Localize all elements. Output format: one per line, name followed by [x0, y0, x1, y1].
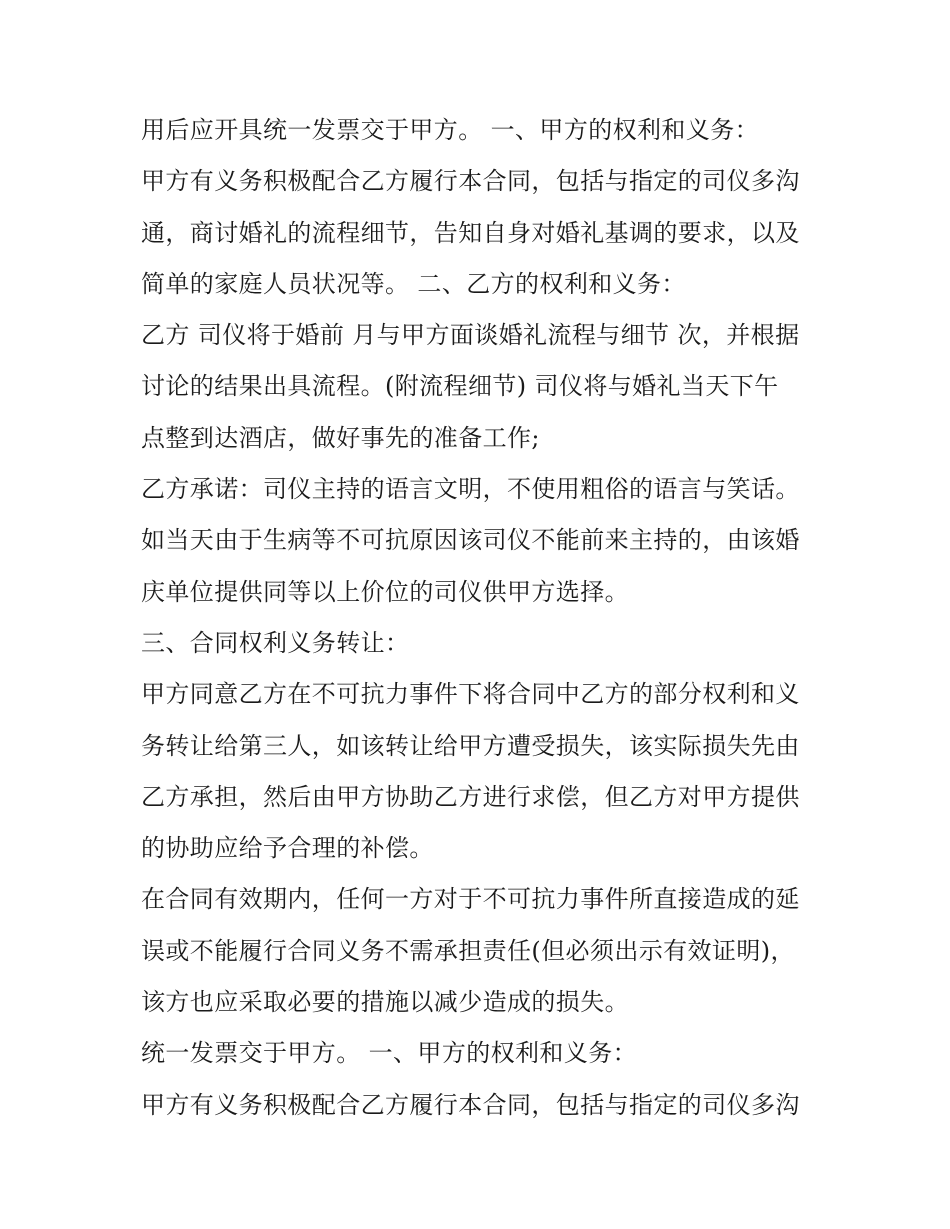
- contract-text: [141, 108, 831, 1134]
- text-line: 甲方有义务积极配合乙方履行本合同，包括与指定的司仪多沟: [141, 1090, 800, 1119]
- text-line: 乙方承担，然后由甲方协助乙方进行求偿，但乙方对甲方提供: [141, 782, 800, 811]
- text-line: 简单的家庭人员状况等。 二、乙方的权利和义务：: [141, 269, 686, 298]
- text-line: 三、合同权利义务转让：: [141, 628, 410, 657]
- text-line: 该方也应采取必要的措施以减少造成的损失。: [141, 988, 629, 1017]
- text-line: 甲方有义务积极配合乙方履行本合同，包括与指定的司仪多沟: [141, 167, 800, 196]
- text-line: 用后应开具统一发票交于甲方。 一、甲方的权利和义务：: [141, 116, 760, 144]
- text-line: 庆单位提供同等以上价位的司仪供甲方选择。: [141, 577, 629, 606]
- text-line: 点整到达酒店，做好事先的准备工作;: [141, 423, 540, 452]
- text-line: 讨论的结果出具流程。(附流程细节) 司仪将与婚礼当天下午: [141, 372, 779, 401]
- text-line: 统一发票交于甲方。 一、甲方的权利和义务：: [141, 1039, 638, 1068]
- text-line: 如当天由于生病等不可抗原因该司仪不能前来主持的，由该婚: [141, 526, 800, 555]
- text-line: 乙方 司仪将于婚前 月与甲方面谈婚礼流程与细节 次，并根据: [141, 321, 800, 350]
- text-line: 的协助应给予合理的补偿。: [141, 834, 434, 863]
- text-line: 通，商讨婚礼的流程细节，告知自身对婚礼基调的要求，以及: [141, 218, 800, 247]
- text-line: 甲方同意乙方在不可抗力事件下将合同中乙方的部分权利和义: [141, 680, 800, 709]
- text-line: 乙方承诺：司仪主持的语言文明，不使用粗俗的语言与笑话。: [141, 475, 800, 504]
- text-line: 误或不能履行合同义务不需承担责任(但必须出示有效证明)，: [141, 936, 795, 965]
- text-line: 务转让给第三人，如该转让给甲方遭受损失，该实际损失先由: [141, 731, 800, 760]
- text-line: 在合同有效期内，任何一方对于不可抗力事件所直接造成的延: [141, 885, 800, 914]
